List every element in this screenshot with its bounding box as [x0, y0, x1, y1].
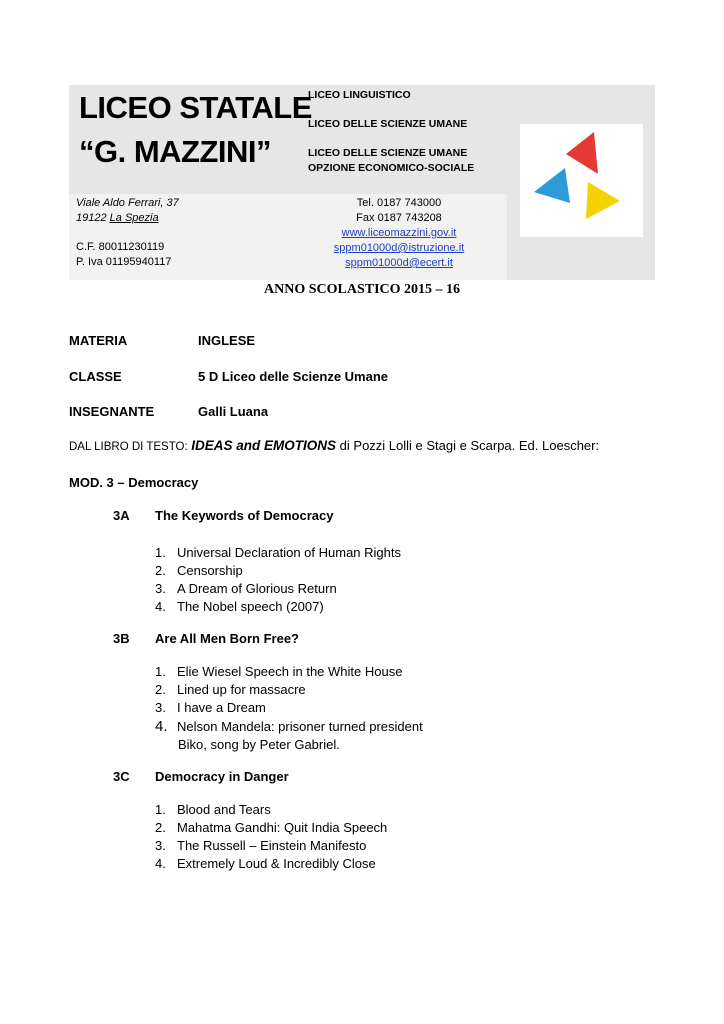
- school-logo: [520, 124, 643, 237]
- textbook-prefix: DAL LIBRO DI TESTO:: [69, 441, 188, 453]
- list-item: 1. Elie Wiesel Speech in the White House: [155, 664, 403, 679]
- address-city-line: [76, 211, 159, 225]
- letterhead-contact-band: [69, 194, 507, 280]
- textbook-line: [69, 438, 599, 453]
- phone: Tel. 0187 743000: [356, 197, 442, 209]
- fax: Fax 0187 743208: [356, 212, 442, 224]
- course-item: LICEO DELLE SCIENZE UMANE: [308, 118, 468, 130]
- course-item: OPZIONE ECONOMICO-SOCIALE: [308, 162, 475, 174]
- course-item: LICEO DELLE SCIENZE UMANE: [308, 147, 468, 159]
- list-item: 2. Mahatma Gandhi: Quit India Speech: [155, 820, 388, 835]
- address-street: Viale Aldo Ferrari, 37: [76, 197, 179, 209]
- school-name-line2: “G. MAZZINI”: [79, 134, 272, 169]
- school-year: ANNO SCOLASTICO 2015 – 16: [263, 282, 461, 297]
- tax-code: C.F. 80011230119: [76, 241, 165, 253]
- section-title: Are All Men Born Free?: [155, 631, 299, 646]
- section-code: 3A: [113, 508, 130, 523]
- field-label-teacher: INSEGNANTE: [69, 404, 155, 419]
- red-triangle: [566, 132, 598, 174]
- list-item: 4. The Nobel speech (2007): [155, 599, 324, 614]
- vat-number: P. Iva 01195940117: [76, 256, 172, 268]
- field-label-subject: MATERIA: [69, 333, 128, 348]
- website-link[interactable]: www.liceomazzini.gov.it: [341, 227, 457, 239]
- school-name-line1: LICEO STATALE: [79, 90, 312, 125]
- section-title: The Keywords of Democracy: [155, 508, 334, 523]
- textbook-title: IDEAS and EMOTIONS: [191, 438, 337, 453]
- section-title: Democracy in Danger: [155, 769, 289, 784]
- list-item: 4. Nelson Mandela: prisoner turned president: [155, 718, 423, 735]
- field-value-class: 5 D Liceo delle Scienze Umane: [198, 369, 389, 384]
- course-item: LICEO LINGUISTICO: [308, 89, 411, 101]
- list-item-continuation: Biko, song by Peter Gabriel.: [178, 737, 340, 752]
- list-item: 1. Blood and Tears: [155, 802, 271, 817]
- letterhead: [69, 85, 655, 280]
- field-label-class: CLASSE: [69, 369, 122, 384]
- pec-email-link[interactable]: sppm01000d@ecert.it: [345, 257, 453, 269]
- field-value-subject: INGLESE: [198, 333, 256, 348]
- list-item: 3. I have a Dream: [155, 700, 266, 715]
- list-item: 3. A Dream of Glorious Return: [155, 581, 337, 596]
- email-link[interactable]: sppm01000d@istruzione.it: [333, 242, 465, 254]
- blue-triangle: [534, 168, 570, 203]
- list-item: 1. Universal Declaration of Human Rights: [155, 545, 401, 560]
- list-item: 4. Extremely Loud & Incredibly Close: [155, 856, 376, 871]
- list-item: 2. Lined up for massacre: [155, 682, 306, 697]
- section-code: 3C: [113, 769, 130, 784]
- module-title: MOD. 3 – Democracy: [69, 475, 199, 490]
- section-code: 3B: [113, 631, 130, 646]
- address-zip: 19122: [76, 212, 107, 224]
- textbook-details: di Pozzi Lolli e Stagi e Scarpa. Ed. Loescher:: [339, 438, 600, 453]
- list-item: 2. Censorship: [155, 563, 243, 578]
- address-city: La Spezia: [109, 212, 159, 224]
- list-item: 3. The Russell – Einstein Manifesto: [155, 838, 367, 853]
- triangles-logo-icon: [520, 124, 643, 237]
- field-value-teacher: Galli Luana: [198, 404, 269, 419]
- yellow-triangle: [586, 182, 620, 219]
